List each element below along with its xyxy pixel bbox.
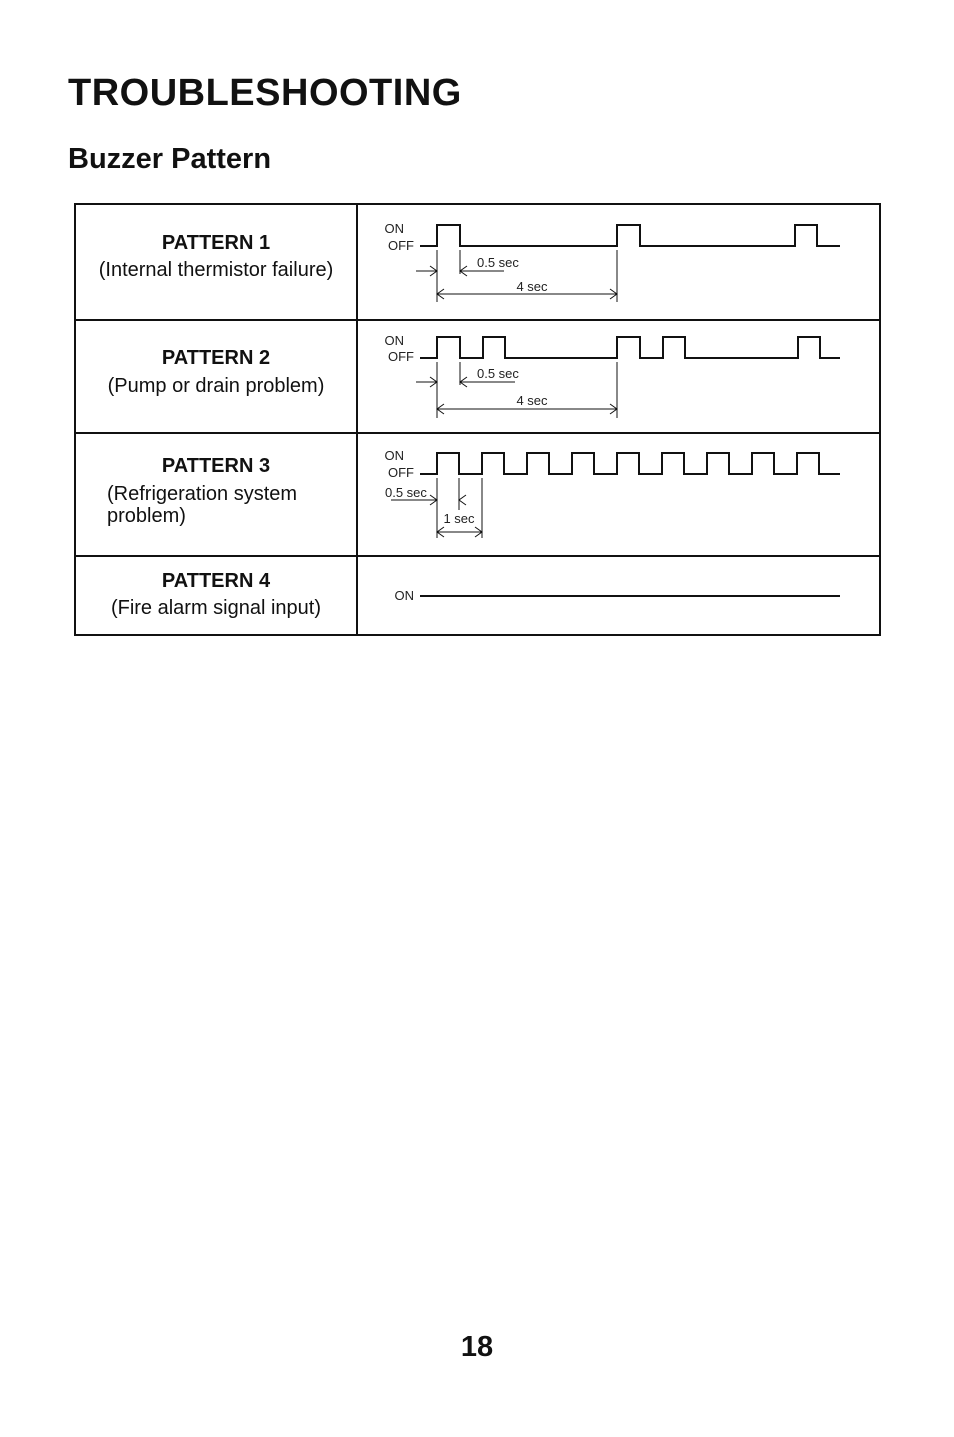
pattern-label-cell [75,556,357,635]
pattern-label-cell [75,204,357,320]
off-label: OFF [388,238,414,253]
pulse-label: 0.5 sec [477,366,519,381]
period-label: 4 sec [516,393,548,408]
period-dimension [437,362,617,418]
page-number: 18 [460,1331,494,1363]
pattern-description: (Pump or drain problem) [107,375,325,397]
on-label: ON [384,221,404,236]
pattern-diagram-cell [357,556,880,635]
signal-line [420,453,840,474]
period-dimension [437,250,617,302]
on-label: ON [394,588,414,603]
pattern-3-waveform [358,434,880,557]
off-label: OFF [388,349,414,364]
off-label: OFF [388,465,414,480]
period-label: 1 sec [443,511,475,526]
pattern-name: PATTERN 1 [161,232,271,254]
pattern-description: (Fire alarm signal input) [110,597,322,619]
page-title: TROUBLESHOOTING [68,72,462,114]
pattern-diagram-cell [357,320,880,433]
signal-line [420,337,840,358]
signal-line [420,225,840,246]
pulse-label: 0.5 sec [385,485,427,500]
pattern-2-waveform [358,321,880,434]
table-row [75,320,880,433]
pattern-1-waveform [358,205,880,321]
period-label: 4 sec [516,279,548,294]
pattern-description: (Refrigeration system problem) [107,483,298,527]
pattern-name: PATTERN 4 [161,570,271,592]
pattern-label-cell [75,320,357,433]
on-label: ON [384,448,404,463]
pattern-name: PATTERN 3 [161,455,271,477]
buzzer-pattern-table [74,203,881,636]
pattern-label-cell [75,433,357,556]
pattern-4-waveform [358,557,880,636]
on-label: ON [384,333,404,348]
pattern-name: PATTERN 2 [161,347,271,369]
pattern-diagram-cell [357,204,880,320]
table-row [75,204,880,320]
table-row [75,556,880,635]
pattern-description: (Internal thermistor failure) [98,259,334,281]
pulse-label: 0.5 sec [477,255,519,270]
table-row [75,433,880,556]
pattern-diagram-cell [357,433,880,556]
section-title: Buzzer Pattern [68,143,272,175]
